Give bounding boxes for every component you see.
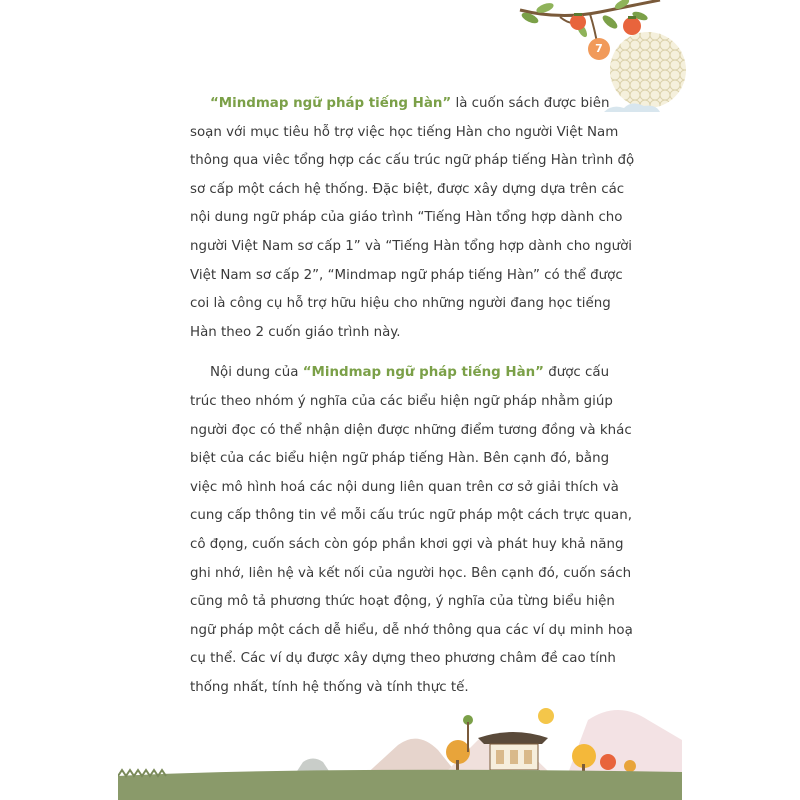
- landscape-illustration: [118, 700, 682, 800]
- text-line: sơ cấp một cách hệ thống. Đặc biệt, được xây dựng dựa trên các: [190, 181, 625, 197]
- text-line: cụ thể. Các ví dụ được xây dựng theo phương châm đề cao tính: [190, 651, 616, 667]
- text-line: cung cấp thông tin về mỗi cấu trúc ngữ pháp một cách trực quan,: [190, 508, 633, 524]
- paragraph-1: [190, 90, 668, 347]
- text-line: thông qua viêc tổng hợp các cấu trúc ngữ pháp tiếng Hàn trình độ: [190, 153, 635, 169]
- text-line: ghi nhớ, liên hệ và kết nối của người học. Bên cạnh đó, cuốn sách: [190, 565, 632, 581]
- text-line: người đọc có thể nhận diện được những điểm tương đồng và khác: [190, 422, 632, 438]
- text-line: nội dung ngữ pháp của giáo trình “Tiếng Hàn tổng hợp dành cho: [190, 210, 623, 226]
- text-line: Hàn theo 2 cuốn giáo trình này.: [190, 324, 401, 340]
- ground-shape: [118, 770, 682, 800]
- sun-shape: [538, 708, 554, 724]
- page-number-badge: [588, 38, 610, 60]
- paragraph-2: [190, 359, 668, 702]
- book-title-highlight: “Mindmap ngữ pháp tiếng Hàn”: [302, 365, 544, 381]
- text-line: ngữ pháp một cách dễ hiểu, dễ nhớ thông qua các ví dụ minh hoạ: [190, 622, 633, 638]
- paragraph-1-line-1: “Mindmap ngữ pháp tiếng Hàn” là cuốn sách được biên: [210, 96, 610, 111]
- text-line: cô đọng, cuốn sách còn góp phần khơi gợi và phát huy khả năng: [190, 536, 624, 552]
- body-text: [190, 90, 668, 702]
- text-line: biệt của các biểu hiện ngữ pháp tiếng Hàn. Bên cạnh đó, bằng: [190, 451, 610, 467]
- text-line: coi là công cụ hỗ trợ hữu hiệu cho những người đang học tiếng: [190, 296, 611, 312]
- text-line: Việt Nam sơ cấp 2”, “Mindmap ngữ pháp tiếng Hàn” có thể được: [190, 267, 623, 283]
- text-line: soạn với mục tiêu hỗ trợ việc học tiếng Hàn cho người Việt Nam: [190, 124, 619, 140]
- page-number: 7: [595, 42, 603, 55]
- paragraph-2-line-1: Nội dung của “Mindmap ngữ pháp tiếng Hàn” được cấu: [210, 365, 610, 381]
- tree-shape: [600, 754, 616, 770]
- persimmon-fruit: [570, 14, 586, 30]
- text-line: thống nhất, tính hệ thống và tính thực tế.: [190, 679, 469, 695]
- persimmon-fruit: [623, 17, 641, 35]
- tree-shape: [624, 760, 636, 772]
- text-line: trúc theo nhóm ý nghĩa của các biểu hiện ngữ pháp nhằm giúp: [190, 393, 613, 409]
- book-title-highlight: “Mindmap ngữ pháp tiếng Hàn”: [210, 96, 452, 111]
- text-line: người Việt Nam sơ cấp 1” và “Tiếng Hàn tổng hợp dành cho người: [190, 238, 633, 254]
- text-line: việc mô hình hoá các nội dung liên quan trên cơ sở giải thích và: [190, 479, 619, 495]
- text-line: cũng mô tả phương thức hoạt động, ý nghĩa của từng biểu hiện: [190, 594, 615, 610]
